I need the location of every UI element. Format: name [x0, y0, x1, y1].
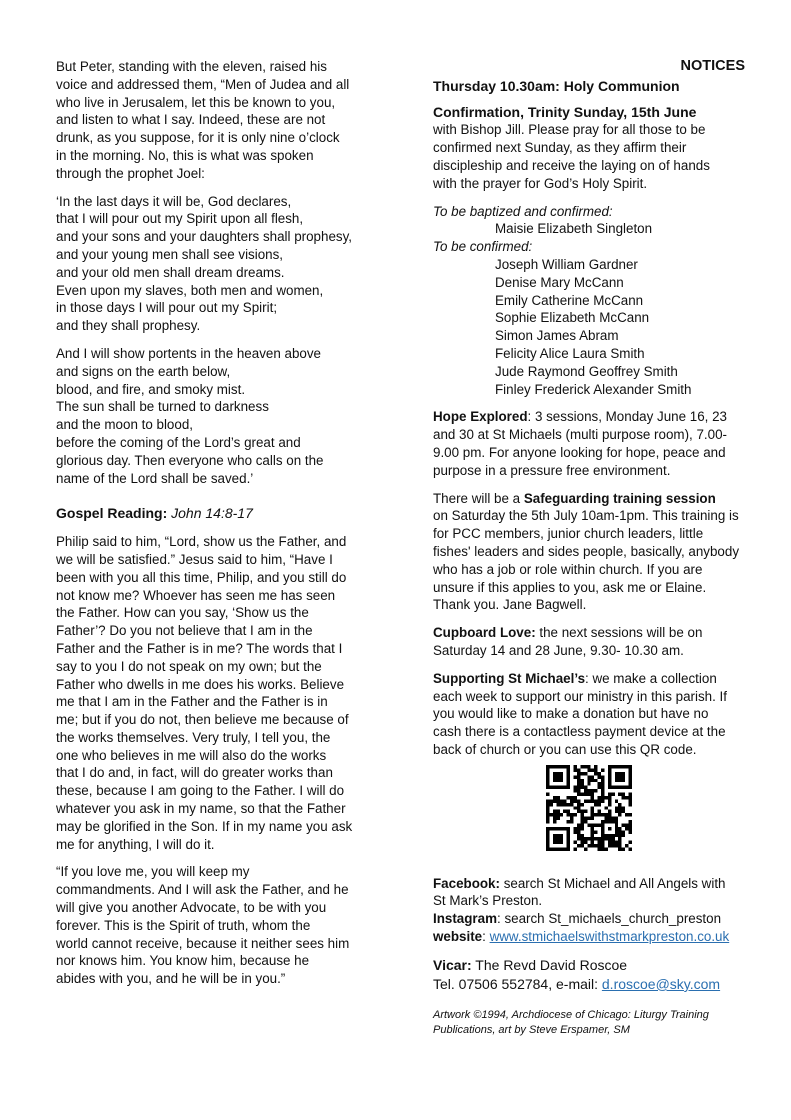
poem-line: before the coming of the Lord’s great and	[56, 434, 301, 450]
gospel-paragraph-1	[56, 533, 368, 853]
supporting-notice	[433, 670, 745, 851]
text-line: But Peter, standing with the eleven, raised his	[56, 59, 327, 74]
text-line: on Saturday the 5th July 10am-1pm. This training is	[433, 508, 739, 524]
poem-line: and your young men shall see visions,	[56, 246, 284, 262]
gospel-heading	[56, 505, 368, 523]
text-line: Philip said to him, “Lord, show us the Father, and	[56, 534, 347, 550]
text-line: me that I am in the Father and the Father is in	[56, 694, 328, 710]
candidate-name: Joseph William Gardner	[495, 256, 638, 272]
text-line: unsure if this applies to you, ask me or Elaine.	[433, 579, 707, 595]
candidate-name: Denise Mary McCann	[495, 274, 624, 290]
website-link[interactable]: www.stmichaelswithstmarkpreston.co.uk	[489, 929, 730, 945]
confirmation-section	[433, 104, 745, 193]
vicar-name: The Revd David Roscoe	[471, 956, 628, 973]
candidate-name: Simon James Abram	[495, 328, 619, 344]
text-line: and listen to what I say. Indeed, these are not	[56, 112, 326, 128]
poem-line: and signs on the earth below,	[56, 363, 231, 379]
safeguarding-title: Safeguarding training session	[523, 490, 716, 506]
text-line: purpose in a pressure free environment.	[433, 462, 671, 478]
supporting-title: Supporting St Michael’s	[433, 670, 586, 686]
candidate-name: Maisie Elizabeth Singleton	[495, 221, 653, 237]
text-line: back of church or you can use this QR code.	[433, 741, 697, 757]
text-line: will give you another Advocate, to be with you	[56, 900, 327, 916]
email-link[interactable]: d.roscoe@sky.com	[601, 975, 721, 992]
text-line: Saturday 14 and 28 June, 9.30- 10.30 am.	[433, 642, 684, 658]
confirmation-heading: Confirmation, Trinity Sunday, 15th June	[433, 103, 697, 120]
text-line: world cannot receive, because it neither sees him	[56, 935, 350, 951]
candidate-name: Sophie Elizabeth McCann	[495, 310, 650, 326]
cupboard-love-title: Cupboard Love:	[433, 625, 536, 641]
text-line: that I do and, in fact, will do greater works than	[56, 765, 333, 781]
poem-line: Even upon my slaves, both men and women,	[56, 282, 324, 298]
text-line: who live in Jerusalem, let this be known to you,	[56, 94, 336, 110]
credit-line: Artwork ©1994, Archdiocese of Chicago: Liturgy Training	[433, 1008, 709, 1021]
text-line: say to you I do not speak on my own; but the	[56, 658, 322, 674]
text-line: commandments. And I will ask the Father, and he	[56, 882, 349, 898]
text-line: me for anything, I will do it.	[56, 836, 215, 852]
poem-line: and your old men shall dream dreams.	[56, 264, 285, 280]
website-label: website	[433, 929, 483, 945]
text-line: been with you all this time, Philip, and you still do	[56, 569, 347, 585]
poem-line: that I will pour out my Spirit upon all flesh,	[56, 211, 304, 227]
poem-line: in those days I will pour out my Spirit;	[56, 300, 278, 316]
text-line: who has a job or role within church. If you are	[433, 561, 703, 577]
candidate-name: Emily Catherine McCann	[495, 292, 644, 308]
credit-line: Publications, art by Steve Erspamer, SM	[433, 1023, 630, 1036]
gospel-paragraph-2	[56, 863, 368, 988]
text-line: with the prayer for God’s Holy Spirit.	[433, 175, 648, 191]
vicar-contact	[433, 956, 745, 994]
text-line: Father who dwells in me does his works. Believe	[56, 676, 345, 692]
text-line: not know me? Whoever has seen me has seen	[56, 587, 336, 603]
text-line: we will be satisfied.” Jesus said to him, “Have I	[56, 551, 333, 567]
text-line: 9.00 pm. For anyone looking for hope, peace and	[433, 444, 726, 460]
text-line: each week to support our ministry in this parish. If	[433, 688, 727, 704]
instagram-label: Instagram	[433, 911, 497, 927]
left-column	[56, 58, 368, 998]
text-line: cash there is a contactless payment device at the	[433, 724, 726, 740]
thursday-service: Thursday 10.30am: Holy Communion	[433, 77, 680, 94]
poem-line: and the moon to blood,	[56, 417, 193, 433]
text-line: : we make a collection	[585, 670, 717, 686]
telephone-text: Tel. 07506 552784, e-mail:	[433, 975, 602, 992]
poem-line: The sun shall be turned to darkness	[56, 399, 269, 415]
candidate-name: Felicity Alice Laura Smith	[495, 345, 645, 361]
artwork-credit	[433, 1008, 745, 1038]
text-line: forever. This is the Spirit of truth, whom the	[56, 917, 311, 933]
text-line: for PCC members, junior church leaders, little	[433, 526, 704, 542]
hope-explored-title: Hope Explored	[433, 409, 528, 425]
candidate-name: Finley Frederick Alexander Smith	[495, 381, 692, 397]
gospel-reference: John 14:8-17	[171, 505, 253, 522]
text-line: and 30 at St Michaels (multi purpose room), 7.00-	[433, 427, 727, 443]
text-line: with Bishop Jill. Please pray for all those to be	[433, 122, 706, 138]
notices-title: NOTICES	[680, 58, 745, 74]
facebook-text: search St Michael and All Angels with	[499, 875, 726, 891]
text-line: the next sessions will be on	[535, 625, 703, 641]
joel-poem-part-1	[56, 193, 368, 335]
confirmed-label: To be confirmed:	[433, 239, 533, 255]
text-line: the works themselves. Very truly, I tell you, the	[56, 729, 331, 745]
acts-paragraph	[56, 58, 368, 183]
text-line: Father’? Do you not believe that I am in the	[56, 623, 313, 639]
text-line: one who believes in me will also do the works	[56, 747, 327, 763]
poem-line: blood, and fire, and smoky mist.	[56, 381, 246, 397]
poem-line: glorious day. Then everyone who calls on the	[56, 452, 324, 468]
text-line: Father and the Father is in me? The words that I	[56, 640, 343, 656]
candidate-name: Jude Raymond Geoffrey Smith	[495, 363, 678, 379]
poem-line: and your sons and your daughters shall prophesy,	[56, 229, 353, 245]
text-line: confirmed next Sunday, as they affirm their	[433, 140, 687, 156]
instagram-text: : search St_michaels_church_preston	[497, 911, 722, 927]
safeguarding-intro: There will be a	[433, 490, 524, 506]
facebook-text-2: St Mark’s Preston.	[433, 893, 543, 909]
text-line: voice and addressed them, “Men of Judea and all	[56, 76, 350, 92]
text-line: through the prophet Joel:	[56, 165, 205, 181]
candidates-section	[433, 203, 745, 399]
social-links	[433, 875, 745, 946]
poem-line: ‘In the last days it will be, God declares,	[56, 193, 292, 209]
poem-line: name of the Lord shall be saved.’	[56, 470, 254, 486]
facebook-label: Facebook:	[433, 875, 500, 891]
text-line: “If you love me, you will keep my	[56, 864, 250, 880]
text-line: you would like to make a donation but have no	[433, 706, 709, 722]
text-line: whatever you ask in my name, so that the Father	[56, 801, 346, 817]
text-line: discipleship and receive the laying on of hands	[433, 157, 710, 173]
hope-explored-notice	[433, 408, 745, 479]
poem-line: And I will show portents in the heaven above	[56, 345, 322, 361]
text-line: me; but if you do not, then believe me because of	[56, 712, 349, 728]
gospel-heading-label: Gospel Reading:	[56, 505, 168, 522]
vicar-label: Vicar:	[433, 956, 472, 973]
text-line: may be glorified in the Son. If in my name you ask	[56, 818, 353, 834]
website-separator: :	[482, 929, 490, 945]
poem-line: and they shall prophesy.	[56, 318, 201, 334]
cupboard-love-notice	[433, 624, 745, 660]
qr-code-icon[interactable]	[546, 765, 632, 851]
text-line: Thank you. Jane Bagwell.	[433, 597, 587, 613]
right-column	[433, 58, 745, 1038]
text-line: : 3 sessions, Monday June 16, 23	[527, 409, 727, 425]
text-line: in the morning. No, this is what was spoken	[56, 147, 314, 163]
text-line: these, because I am going to the Father. I will do	[56, 783, 345, 799]
text-line: the Father. How can you say, ‘Show us the	[56, 605, 309, 621]
text-line: drunk, as you suppose, for it is only nine o’clock	[56, 130, 340, 146]
text-line: fishes' leaders and sides people, basically, anybody	[433, 543, 740, 559]
joel-poem-part-2	[56, 345, 368, 487]
text-line: abides with you, and he will be in you.”	[56, 971, 286, 987]
safeguarding-notice	[433, 490, 745, 615]
baptized-label: To be baptized and confirmed:	[433, 203, 613, 219]
text-line: nor knows him. You know him, because he	[56, 953, 310, 969]
